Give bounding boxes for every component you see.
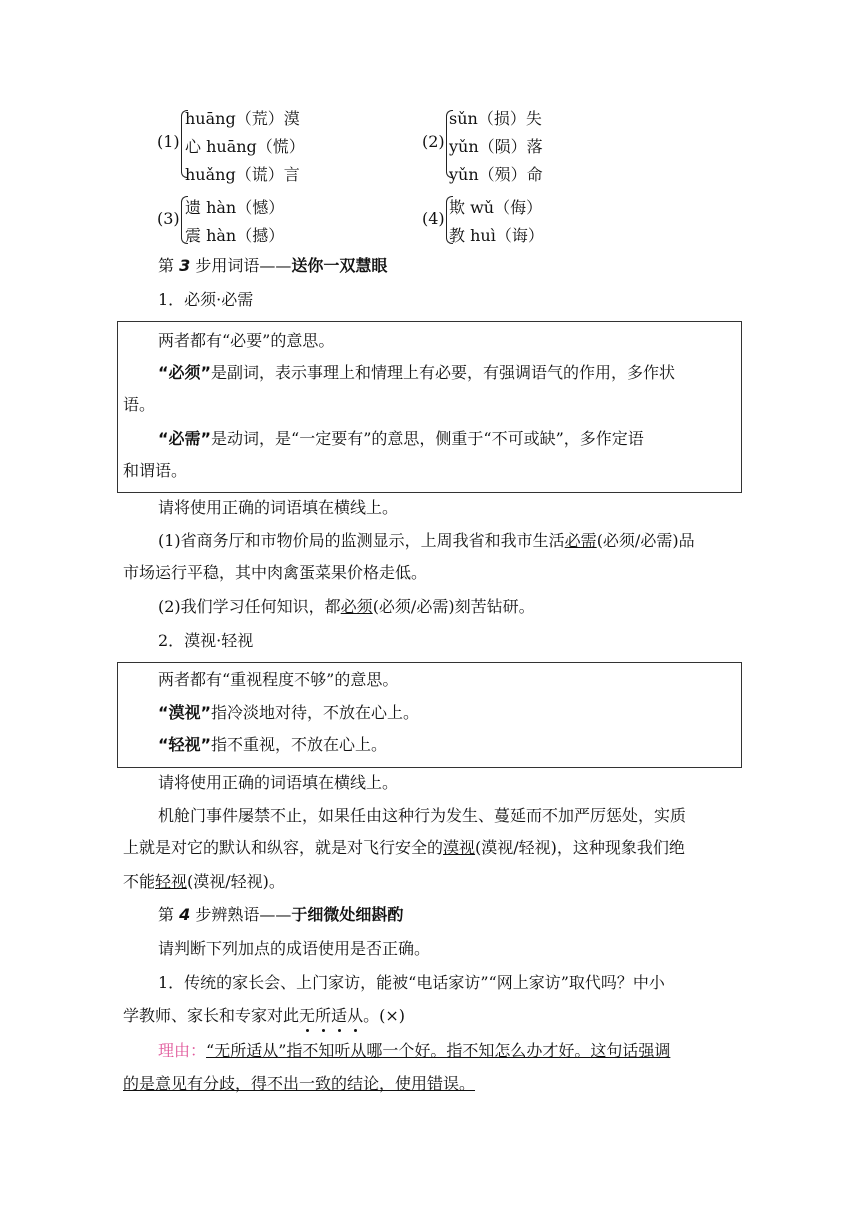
reason-label: 理由： bbox=[158, 1041, 207, 1060]
group1-item-1: huāng（荒）漠 bbox=[185, 109, 300, 128]
group3-item-2: 震 hàn（撼） bbox=[185, 226, 285, 245]
group1-label: (1) bbox=[157, 132, 180, 151]
item2-heading: 2．漠视·轻视 bbox=[158, 631, 254, 650]
answer-blank: 轻视 bbox=[155, 872, 188, 891]
group1-item-3: huǎng（谎）言 bbox=[185, 165, 300, 184]
question-1-cont: 学教师、家长和专家对此无所适从。(×) bbox=[123, 1006, 405, 1025]
group4-item-1: 欺 wǔ（侮） bbox=[449, 198, 543, 217]
dotted-idiom: 无所适从 bbox=[299, 1006, 364, 1025]
step4-heading: 第 4 步辨熟语——于细微处细斟酌 bbox=[158, 905, 404, 924]
group2-item-3: yǔn（殒）命 bbox=[449, 165, 543, 184]
group3-label: (3) bbox=[157, 209, 180, 228]
group3-item-1: 遗 hàn（憾） bbox=[185, 198, 285, 217]
answer-blank: 必须 bbox=[340, 597, 373, 616]
item1-heading: 1．必须·必需 bbox=[158, 290, 254, 309]
item1-exercise-1: (1)省商务厅和市物价局的监测显示，上周我省和我市生活必需(必须/必需)品 bbox=[158, 531, 695, 550]
item2-definition-box: 两者都有“重视程度不够”的意思。 “漠视”指冷淡地对待，不放在心上。 “轻视”指不重视，不放在心上。 bbox=[117, 662, 742, 768]
group2-item-1: sǔn（损）失 bbox=[449, 109, 542, 128]
question-1: 1．传统的家长会、上门家访，能被“电话家访”“网上家访”取代吗？中小 bbox=[158, 973, 665, 992]
group4-label: (4) bbox=[422, 209, 445, 228]
reason-line-2: 的是意见有分歧，得不出一致的结论，使用错误。 bbox=[123, 1074, 476, 1093]
item1-definition-box: 两者都有“必要”的意思。 “必须”是副词，表示事理上和情理上有必要，有强调语气的作用，多作状 语。 “必需”是动词，是“一定要有”的意思，侧重于“不可或缺”，多作定语 和谓语。 bbox=[117, 321, 742, 493]
item1-exercise-1-cont: 市场运行平稳，其中肉禽蛋菜果价格走低。 bbox=[123, 563, 428, 582]
item1-instruction: 请将使用正确的词语填在横线上。 bbox=[158, 498, 399, 517]
group2-item-2: yǔn（陨）落 bbox=[449, 137, 543, 156]
reason-line-1: 理由：“无所适从”指不知听从哪一个好。指不知怎么办才好。这句话强调 bbox=[158, 1041, 671, 1060]
step4-instruction: 请判断下列加点的成语使用是否正确。 bbox=[158, 939, 431, 958]
item2-paragraph-3: 不能轻视(漠视/轻视)。 bbox=[123, 872, 285, 891]
answer-blank: 漠视 bbox=[443, 838, 476, 857]
group4-item-2: 教 huì（诲） bbox=[449, 226, 544, 245]
item2-paragraph-1: 机舱门事件屡禁不止，如果任由这种行为发生、蔓延而不加严厉惩处，实质 bbox=[158, 806, 687, 825]
group1-item-2: 心 huāng（慌） bbox=[185, 137, 305, 156]
item1-exercise-2: (2)我们学习任何知识，都必须(必须/必需)刻苦钻研。 bbox=[158, 597, 535, 616]
group2-label: (2) bbox=[422, 132, 445, 151]
step3-heading: 第 3 步用词语——送你一双慧眼 bbox=[158, 256, 388, 275]
item2-instruction: 请将使用正确的词语填在横线上。 bbox=[158, 773, 399, 792]
item2-paragraph-2: 上就是对它的默认和纵容，就是对飞行安全的漠视(漠视/轻视)，这种现象我们绝 bbox=[123, 838, 685, 857]
answer-blank: 必需 bbox=[564, 531, 597, 550]
